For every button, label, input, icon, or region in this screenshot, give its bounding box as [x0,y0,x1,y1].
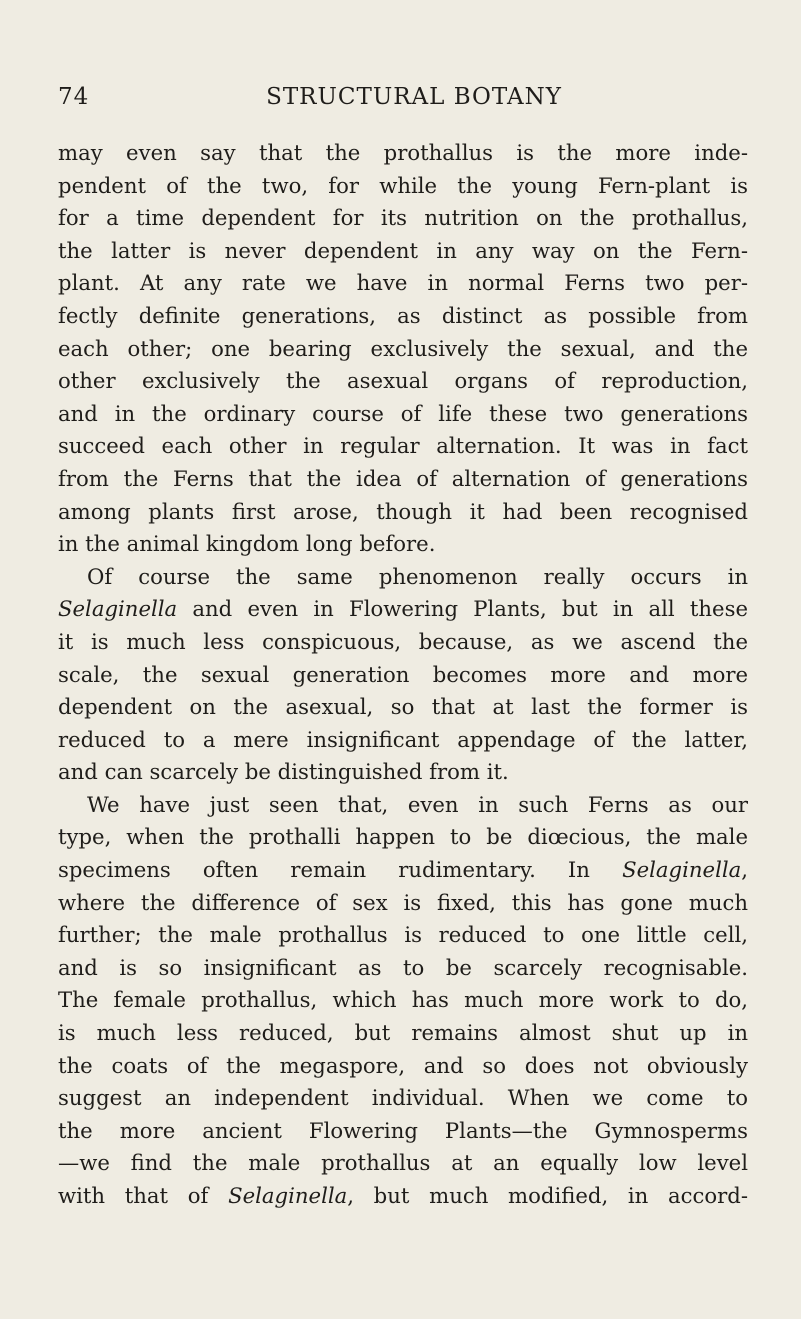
text-line: may even say that the prothallus is the more inde- [58,140,748,165]
text-line-paragraph-start: We have just seen that, even in such Ferns as our [87,791,748,817]
text-line: specimens often remain rudimentary. In Selaginella, [58,857,748,883]
text-line: suggest an independent individual. When we come to [58,1085,748,1111]
text-line: where the difference of sex is fixed, this has gone much [58,889,748,915]
text-line: other exclusively the asexual organs of reproduction, [58,368,748,394]
text-line: the more ancient Flowering Plants—the Gymnosperms [58,1117,748,1143]
text-line-paragraph-end: and can scarcely be distinguished from it. [58,759,509,785]
text-line: each other; one bearing exclusively the sexual, and the [58,335,748,361]
text-line: The female prothallus, which has much more work to do, [58,987,748,1013]
italic-term: Selaginella [622,857,742,883]
italic-term: Selaginella [228,1183,348,1208]
text-line: fectly definite generations, as distinct as possible from [58,302,748,328]
body-text [58,137,748,1213]
text-line: among plants first arose, though it had been recognised [58,498,748,524]
page-number: 74 [58,84,90,110]
text-line: and is so insignificant as to be scarcely recognisable. [58,954,748,980]
text-line: is much less reduced, but remains almost shut up in [58,1020,748,1046]
text-line: reduced to a mere insignificant appendage of the latter, [58,726,748,752]
text-line: the latter is never dependent in any way on the Fern- [58,237,748,263]
text-line: pendent of the two, for while the young Fern-plant is [58,172,748,198]
text-line-paragraph-start: Of course the same phenomenon really occurs in [87,563,748,589]
text-line: it is much less conspicuous, because, as we ascend the [58,628,748,654]
text-line: from the Ferns that the idea of alternation of generations [58,465,748,491]
text-line: dependent on the asexual, so that at last the former is [58,694,748,720]
italic-term: Selaginella [58,596,178,622]
page-header [58,84,748,118]
text-line: succeed each other in regular alternation. It was in fact [58,433,748,459]
text-line: further; the male prothallus is reduced to one little cell, [58,922,748,948]
text-line: plant. At any rate we have in normal Ferns two per- [58,270,748,296]
text-line: type, when the prothalli happen to be diœcious, the male [58,824,748,850]
text-line: for a time dependent for its nutrition on the prothallus, [58,205,748,231]
text-line: with that of Selaginella, but much modified, in accord- [58,1183,748,1208]
text-line: —we find the male prothallus at an equally low level [58,1150,748,1176]
text-line: scale, the sexual generation becomes more and more [58,661,748,687]
text-line: Selaginella and even in Flowering Plants, but in all these [58,596,748,622]
text-line: the coats of the megaspore, and so does not obviously [58,1052,748,1078]
text-line: and in the ordinary course of life these two generations [58,400,748,426]
text-line-paragraph-end: in the animal kingdom long before. [58,531,436,557]
running-head-title: STRUCTURAL BOTANY [266,84,562,110]
